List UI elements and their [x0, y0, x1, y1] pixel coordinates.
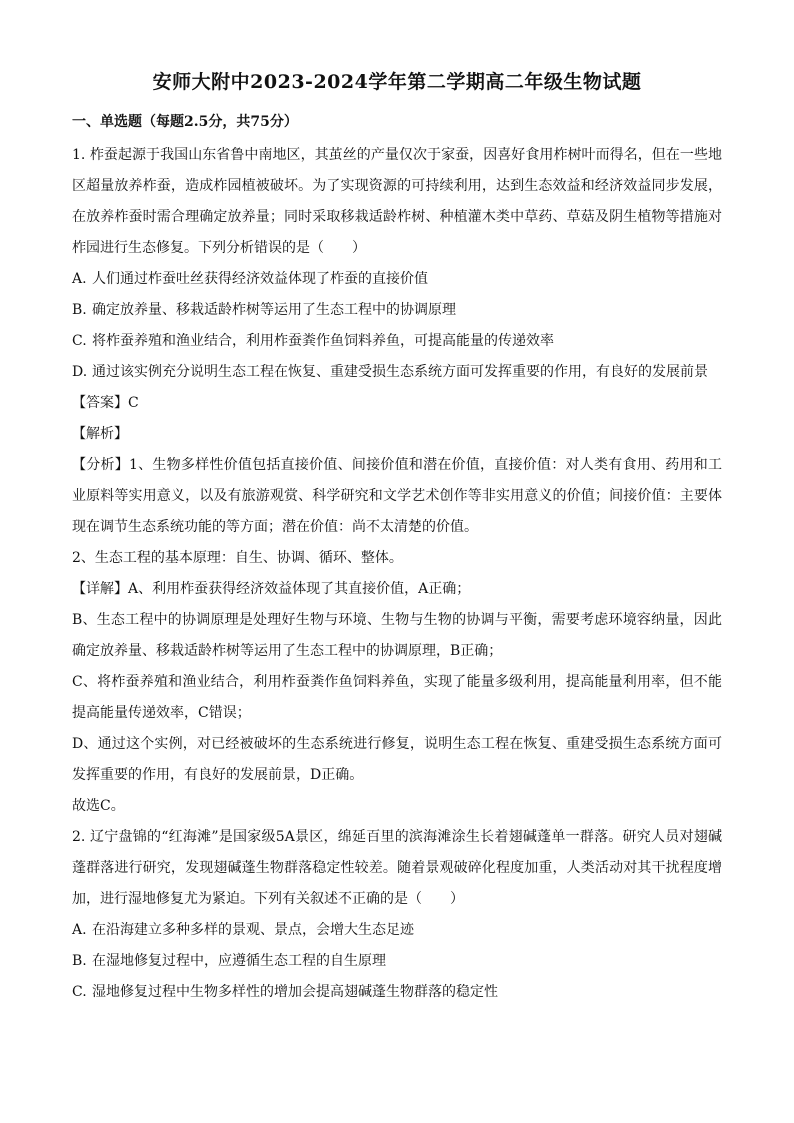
- option-letter: B.: [72, 302, 87, 318]
- document-title: 安师大附中2023-2024学年第二学期高二年级生物试题: [152, 71, 642, 93]
- question-2: [72, 822, 722, 1008]
- option-c: [72, 977, 722, 1008]
- option-text: 通过该实例充分说明生态工程在恢复、重建受损生态系统方面可发挥重要的作用，有良好的发展前景: [92, 364, 708, 380]
- analysis-paragraph: 【分析】1、生物多样性价值包括直接价值、间接价值和潜在价值，直接价值：对人类有食用、药用和工业原料等实用意义，以及有旅游观赏、科学研究和文学艺术创作等非实用意义的价值；间接价值：主要体现在调节生态系统功能的等方面；潜在价值：尚不太清楚的价值。: [72, 457, 722, 535]
- analysis-paragraph: C、将柞蚕养殖和渔业结合，利用柞蚕粪作鱼饲料养鱼，实现了能量多级利用，提高能量利用率，但不能提高能量传递效率，C错误；: [72, 674, 722, 721]
- analysis-paragraph: D、通过这个实例，对已经被破坏的生态系统进行修复，说明生态工程在恢复、重建受损生态系统方面可发挥重要的作用，有良好的发展前景，D正确。: [72, 736, 722, 783]
- section-header: 一、单选题（每题2.5分，共75分）: [72, 114, 298, 130]
- option-a: [72, 915, 722, 946]
- analysis-conclusion: 故选C。: [72, 798, 125, 814]
- option-letter: B.: [72, 953, 87, 969]
- option-letter: C.: [72, 984, 87, 1000]
- question-stem: 2. 辽宁盘锦的“红海滩”是国家级5A景区，绵延百里的滨海滩涂生长着翅碱蓬单一群落。研究人员对翅碱蓬群落进行研究，发现翅碱蓬生物群落稳定性较差。随着景观破碎化程度加重，人类活动对其干扰程度增加，进行湿地修复尤为紧迫。下列有关叙述不正确的是（ ）: [72, 829, 722, 907]
- document-page: [72, 68, 722, 1008]
- analysis-paragraph: 2、生态工程的基本原理：自生、协调、循环、整体。: [72, 550, 403, 566]
- question-stem: 1. 柞蚕起源于我国山东省鲁中南地区，其茧丝的产量仅次于家蚕，因喜好食用柞树叶而得名，但在一些地区超量放养柞蚕，造成柞园植被破坏。为了实现资源的可持续利用，达到生态效益和经济效益同步发展，在放养柞蚕时需合理确定放养量；同时采取移栽适龄柞树、种植灌木类中草药、草菇及阴生植物等措施对柞园进行生态修复。下列分析错误的是（ ）: [72, 147, 722, 256]
- analysis-label: 【解析】: [72, 426, 128, 442]
- option-d: [72, 357, 722, 388]
- option-b: [72, 946, 722, 977]
- analysis-paragraph: 【详解】A、利用柞蚕获得经济效益体现了其直接价值，A正确；: [72, 581, 471, 597]
- option-text: 将柞蚕养殖和渔业结合，利用柞蚕粪作鱼饲料养鱼，可提高能量的传递效率: [92, 333, 554, 349]
- option-c: [72, 326, 722, 357]
- option-letter: A.: [72, 922, 87, 938]
- option-letter: C.: [72, 333, 87, 349]
- analysis-paragraph: B、生态工程中的协调原理是处理好生物与环境、生物与生物的协调与平衡，需要考虑环境容纳量，因此确定放养量、移栽适龄柞树等运用了生态工程中的协调原理，B正确；: [72, 612, 722, 659]
- option-letter: A.: [72, 271, 87, 287]
- question-1: [72, 140, 722, 822]
- answer-line: 【答案】C: [72, 395, 139, 411]
- option-letter: D.: [72, 364, 88, 380]
- option-text: 在沿海建立多种多样的景观、景点，会增大生态足迹: [92, 922, 414, 938]
- option-text: 人们通过柞蚕吐丝获得经济效益体现了柞蚕的直接价值: [92, 271, 428, 287]
- option-text: 在湿地修复过程中，应遵循生态工程的自生原理: [92, 953, 386, 969]
- option-text: 湿地修复过程中生物多样性的增加会提高翅碱蓬生物群落的稳定性: [92, 984, 498, 1000]
- option-b: [72, 295, 722, 326]
- option-text: 确定放养量、移栽适龄柞树等运用了生态工程中的协调原理: [92, 302, 456, 318]
- option-a: [72, 264, 722, 295]
